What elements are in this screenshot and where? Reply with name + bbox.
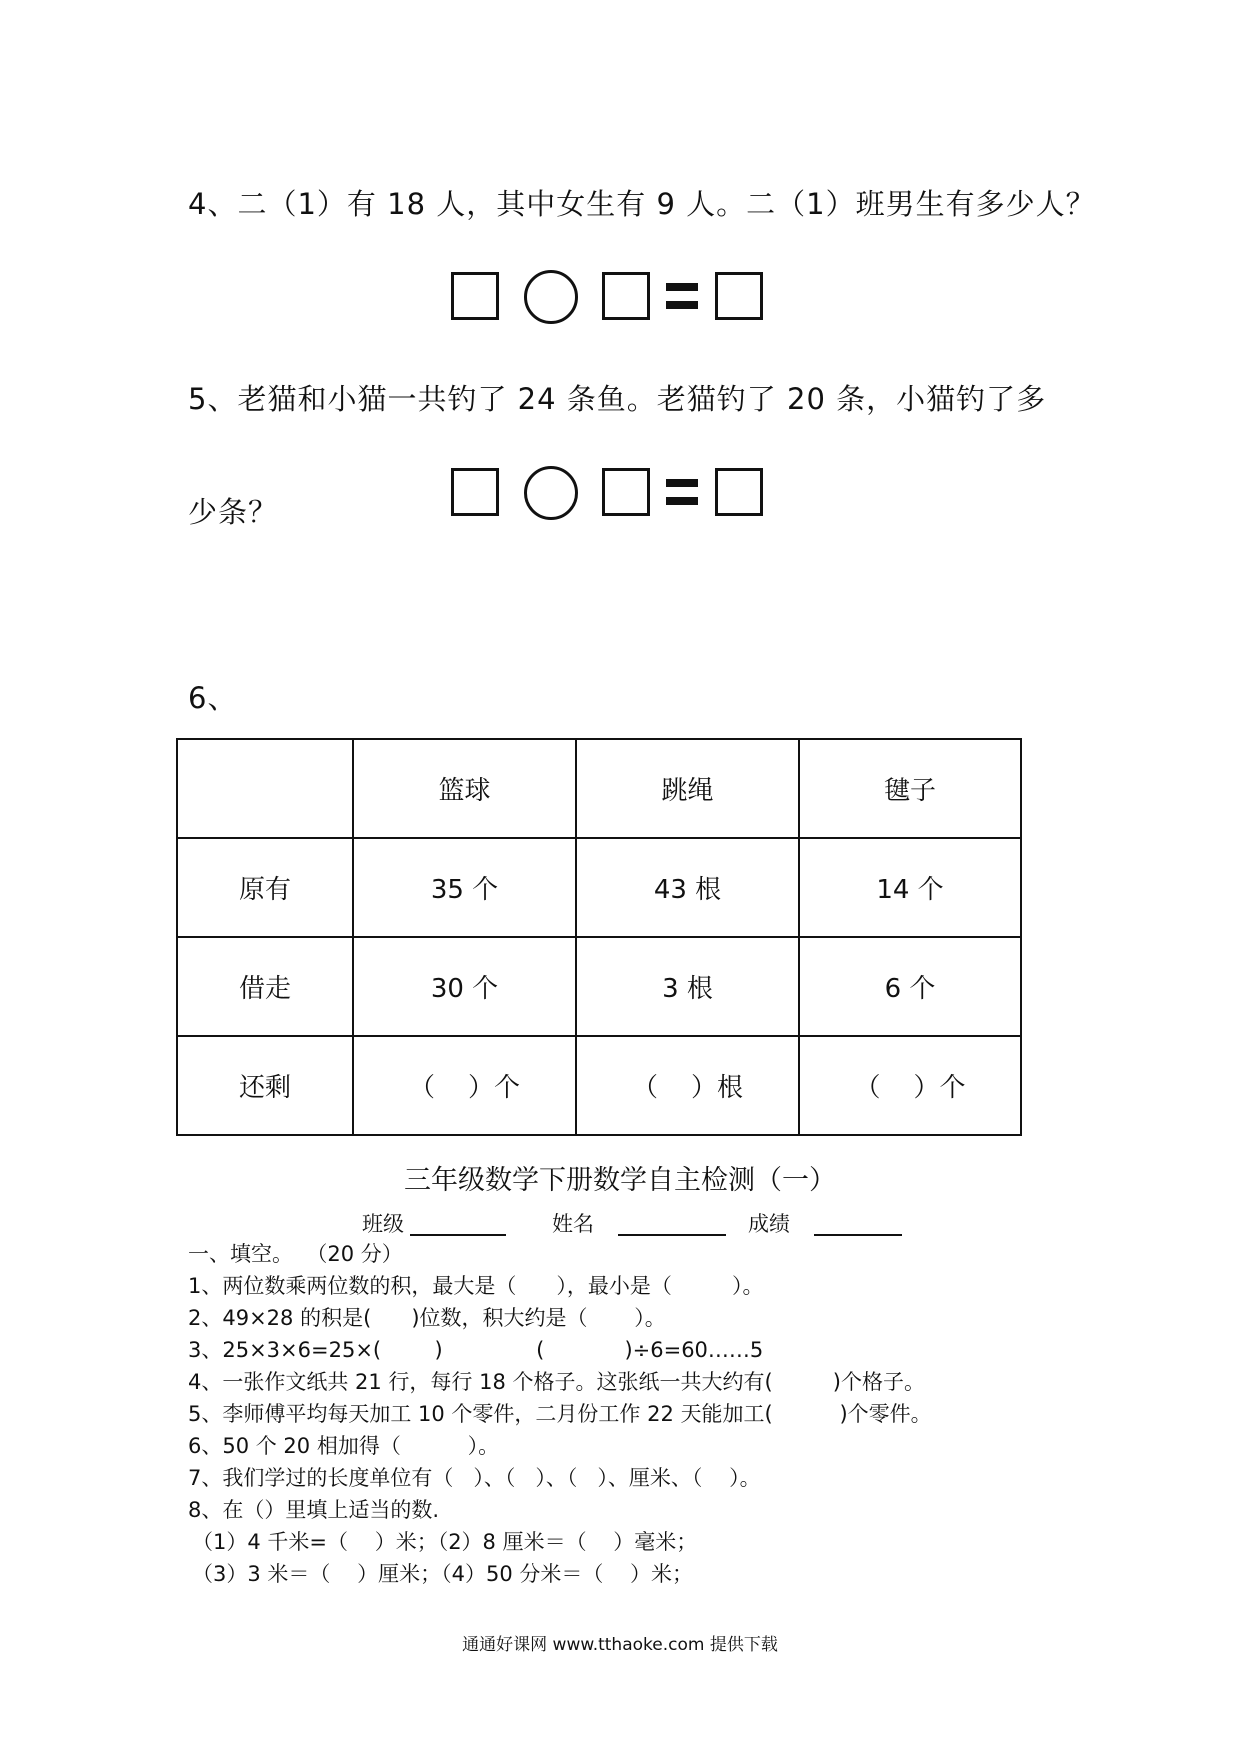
question-4-text: 4、二（1）有 18 人，其中女生有 9 人。二（1）班男生有多少人？ — [188, 187, 1096, 221]
table-row — [177, 838, 1021, 937]
table-cell: 3 根 — [576, 937, 799, 1036]
fill-item: 7、我们学过的长度单位有（ ）、（ ）、（ ）、厘米、（ ）。 — [188, 1466, 761, 1490]
table-header-cell — [177, 739, 353, 838]
section-heading: 一、填空。 （20 分） — [188, 1242, 403, 1266]
fill-item: 2、49×28 的积是( )位数，积大约是（ ）。 — [188, 1306, 666, 1330]
equals-sign-icon — [666, 283, 698, 309]
fill-item: （1）4 千米=（ ）米；（2）8 厘米＝（ ）毫米； — [192, 1530, 698, 1554]
operator-circle[interactable] — [524, 466, 578, 520]
table-header-cell: 毽子 — [799, 739, 1021, 838]
fill-item: 8、在（）里填上适当的数. — [188, 1498, 440, 1522]
operator-circle[interactable] — [524, 270, 578, 324]
table-row — [177, 1036, 1021, 1135]
answer-box[interactable] — [602, 468, 650, 516]
question-5-text-line2: 少条？ — [188, 495, 279, 529]
score-label: 成绩 — [748, 1212, 790, 1236]
table-row-label: 还剩 — [177, 1036, 353, 1135]
table-header-cell: 篮球 — [353, 739, 576, 838]
question-5-text-line1: 5、老猫和小猫一共钓了 24 条鱼。老猫钓了 20 条，小猫钓了多 — [188, 382, 1047, 416]
class-label: 班级 — [362, 1212, 404, 1236]
table-cell: 6 个 — [799, 937, 1021, 1036]
equals-sign-icon — [666, 479, 698, 505]
table-cell: 14 个 — [799, 838, 1021, 937]
fill-item: 1、两位数乘两位数的积，最大是（ ），最小是（ ）。 — [188, 1274, 764, 1298]
answer-box[interactable] — [715, 468, 763, 516]
fill-item: 5、李师傅平均每天加工 10 个零件，二月份工作 22 天能加工( )个零件。 — [188, 1402, 932, 1426]
table-row-label: 借走 — [177, 937, 353, 1036]
name-label: 姓名 — [552, 1212, 594, 1236]
question-6-label: 6、 — [188, 681, 238, 715]
class-field[interactable] — [410, 1212, 506, 1236]
score-field[interactable] — [814, 1212, 902, 1236]
table-answer-cell[interactable]: （ ）根 — [576, 1036, 799, 1135]
answer-box[interactable] — [451, 468, 499, 516]
fill-item: 4、一张作文纸共 21 行，每行 18 个格子。这张纸一共大约有( )个格子。 — [188, 1370, 925, 1394]
table-answer-cell[interactable]: （ ）个 — [353, 1036, 576, 1135]
table-cell: 30 个 — [353, 937, 576, 1036]
name-field[interactable] — [618, 1212, 726, 1236]
table-header-row — [177, 739, 1021, 838]
equation-row-q4 — [451, 272, 771, 328]
fill-item: 6、50 个 20 相加得（ ）。 — [188, 1434, 500, 1458]
table-row-label: 原有 — [177, 838, 353, 937]
table-header-cell: 跳绳 — [576, 739, 799, 838]
table-cell: 43 根 — [576, 838, 799, 937]
answer-box[interactable] — [715, 272, 763, 320]
answer-box[interactable] — [451, 272, 499, 320]
footer-watermark: 通通好课网 www.tthaoke.com 提供下载 — [462, 1635, 778, 1655]
equipment-table — [176, 738, 1022, 1136]
table-cell: 35 个 — [353, 838, 576, 937]
exam-title: 三年级数学下册数学自主检测（一） — [404, 1165, 836, 1196]
fill-item: （3）3 米＝（ ）厘米；（4）50 分米＝（ ）米； — [192, 1562, 694, 1586]
table-answer-cell[interactable]: （ ）个 — [799, 1036, 1021, 1135]
fill-item: 3、25×3×6=25×( ) ( )÷6=60……5 — [188, 1338, 764, 1362]
equation-row-q5 — [451, 468, 771, 524]
answer-box[interactable] — [602, 272, 650, 320]
table-row — [177, 937, 1021, 1036]
